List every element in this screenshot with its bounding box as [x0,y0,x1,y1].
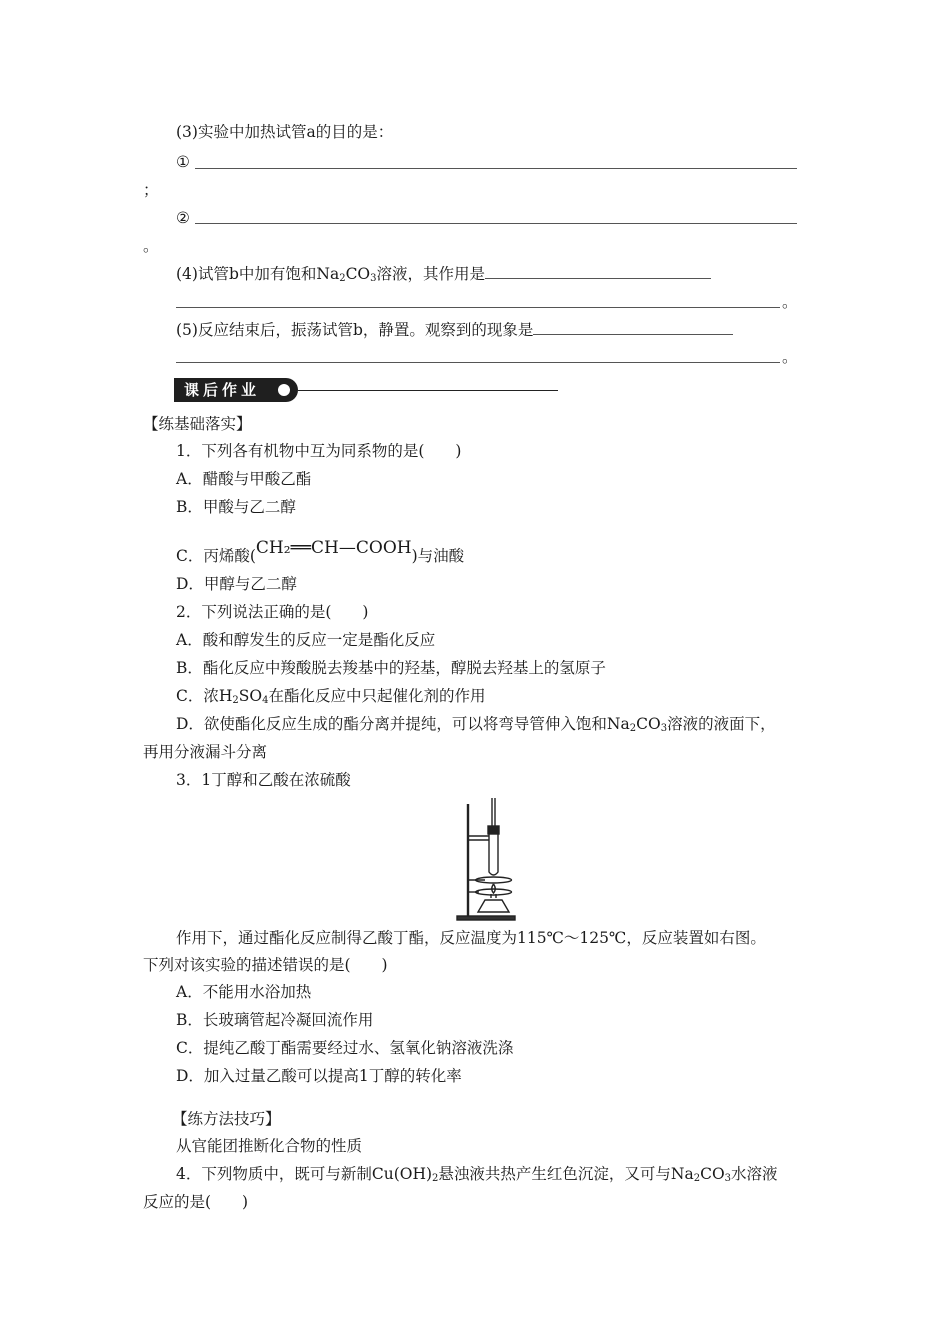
acrylic-acid-formula: CH₂══CH—COOH [255,538,412,558]
q2-option-d-line2: 再用分液漏斗分离 [143,743,268,761]
section-method-title: 【练方法技巧】 [172,1110,281,1128]
q4-blank[interactable] [485,264,711,279]
q3-blank1-line[interactable] [195,168,797,169]
q3-blank2-line[interactable] [195,223,797,224]
q3b-option-a: A．不能用水浴加热 [176,983,312,1001]
q3-title: (3)实验中加热试管a的目的是： [176,123,394,141]
section-method-sub: 从官能团推断化合物的性质 [176,1137,363,1155]
reflux-apparatus-figure [455,796,527,924]
q3-punct1: ； [143,181,159,199]
q3b-option-c: C．提纯乙酸丁酯需要经过水、氢氧化钠溶液洗涤 [176,1039,514,1057]
q1-option-d: D．甲醇与乙二醇 [176,575,297,593]
q1-option-a: A．醋酸与甲酸乙酯 [176,470,312,488]
q2-stem: 2．下列说法正确的是( ) [176,603,369,621]
q4b-line2: 反应的是( ) [143,1193,249,1211]
banner-rule [298,390,558,391]
q3-blank2-label: ② [176,209,190,227]
q5-end: 。 [782,348,798,366]
section-basic-title: 【练基础落实】 [143,415,252,433]
q5-blank[interactable] [533,320,733,335]
q1-option-b: B．甲酸与乙二醇 [176,498,296,516]
q5-line1: (5)反应结束后，振荡试管b，静置。观察到的现象是 [176,320,733,340]
q3b-option-b: B．长玻璃管起冷凝回流作用 [176,1011,374,1029]
q3b-option-d: D．加入过量乙酸可以提高1丁醇的转化率 [176,1067,462,1085]
q5-blank-line2[interactable] [176,362,780,363]
q3b-cont2: 下列对该实验的描述错误的是( ) [143,956,388,974]
homework-banner: 课后作业 [174,378,298,402]
banner-dot-icon [278,384,290,396]
q4b-line1: 4．下列物质中，既可与新制$Cu(OH)_2$悬浊液共热产生红色沉淀，又可与$Na_2CO_3$水溶液 [176,1165,778,1184]
q3-punct2: 。 [143,237,159,255]
q4-line1: (4)试管b中加有饱和$Na_2CO_3$溶液，其作用是 [176,264,711,284]
q2-option-c: C．浓$H_2SO_4$在酯化反应中只起催化剂的作用 [176,687,486,706]
q2-option-b: B．酯化反应中羧酸脱去羧基中的羟基，醇脱去羟基上的氢原子 [176,659,606,677]
q1-option-c: C．丙烯酸(CH₂══CH—COOH)与油酸 [176,538,465,565]
q3b-stem: 3．1丁醇和乙酸在浓硫酸 [176,771,351,789]
q1-stem: 1．下列各有机物中互为同系物的是( ) [176,442,462,460]
q2-option-a: A．酸和醇发生的反应一定是酯化反应 [176,631,436,649]
q4-end: 。 [782,293,798,311]
q2-option-d-line1: D．欲使酯化反应生成的酯分离并提纯，可以将弯导管伸入饱和$Na_2CO_3$溶液的液面下， [176,715,776,734]
q3-blank1-label: ① [176,153,190,171]
q3b-cont1: 作用下，通过酯化反应制得乙酸丁酯，反应温度为115℃～125℃，反应装置如右图。 [176,929,766,947]
q4-blank-line2[interactable] [176,307,780,308]
